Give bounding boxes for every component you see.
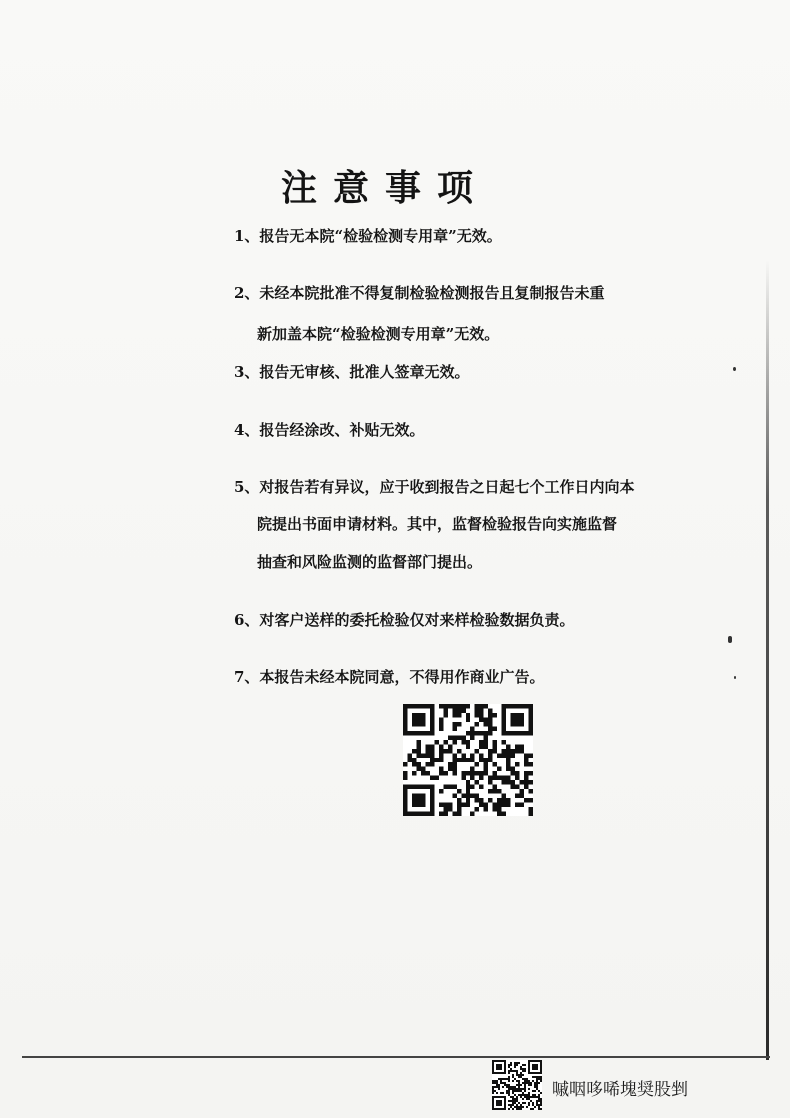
scan-speck (728, 636, 732, 643)
notice-item-2: 2、未经本院批准不得复制检验检测报告且复制报告未重 (234, 284, 605, 302)
notice-item-5: 5、对报告若有异议，应于收到报告之日起七个工作日内向本 (234, 478, 635, 496)
scan-speck (733, 367, 736, 371)
qr-code-icon (492, 1060, 542, 1110)
scan-edge-shadow (766, 260, 769, 1060)
scan-speck (734, 676, 736, 679)
notice-item-4: 4、报告经涂改、补贴无效。 (234, 421, 425, 439)
notice-item-6: 6、对客户送样的委托检验仅对来样检验数据负责。 (234, 611, 575, 629)
notice-item-7: 7、本报告未经本院同意，不得用作商业广告。 (234, 668, 545, 686)
page-title: 注意事项 (280, 168, 489, 209)
notice-item-5-continued-2: 抽查和风险监测的监督部门提出。 (257, 553, 483, 571)
page-bottom-rule (22, 1056, 770, 1058)
qr-code-icon (403, 704, 533, 816)
notice-item-3: 3、报告无审核、批准人签章无效。 (234, 363, 470, 381)
notice-item-1: 1、报告无本院“检验检测专用章”无效。 (234, 227, 502, 245)
notice-item-2-continued: 新加盖本院“检验检测专用章”无效。 (257, 325, 500, 343)
notice-item-5-continued: 院提出书面申请材料。其中，监督检验报告向实施监督 (257, 515, 618, 533)
footer-text: 嘁咽哆唏塊奨股剉 (552, 1080, 688, 1100)
